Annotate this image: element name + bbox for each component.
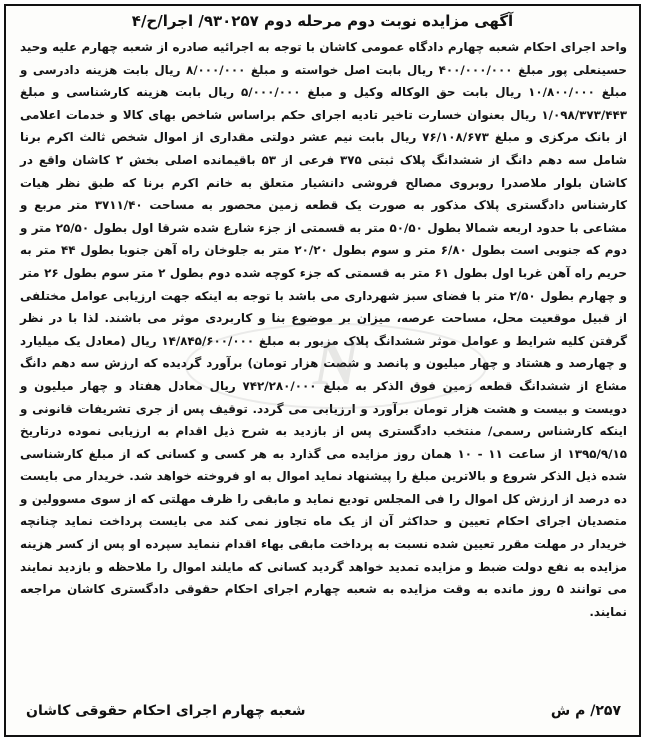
- issuer-signature: شعبه چهارم اجرای احکام حقوقی کاشان: [26, 703, 306, 719]
- notice-title: آگهی مزایده نوبت دوم مرحله دوم ۹۳۰۲۵۷/ اجرا/ح/۴: [131, 12, 514, 30]
- notice-frame: [4, 4, 641, 737]
- notice-body-text: واحد اجرای احکام شعبه چهارم دادگاه عمومی کاشان با توجه به اجرائیه صادره از شعبه چهارم علیه وحید حسینعلی پور مبلغ ۴۰۰/۰۰۰/۰۰۰ ریال بابت اصل خواسته و مبلغ ۸/۰۰۰/۰۰۰ ریال بابت هزینه دادرسی و مبلغ ۱۰/۸۰۰/۰۰۰ ریال بابت حق الوکاله وکیل و مبلغ ۵/۰۰۰/۰۰۰ ریال بابت هزینه کارشناسی و مبلغ ۱/۰۹۸/۳۷۳/۴۴۳ ریال بعنوان خسارت تاخیر تادیه اجرای حکم براساس شاخص بهای کالا و خدمات اعلامی از بانک مرکزی و مبلغ ۷۶/۱۰۸/۶۷۳ ریال بابت نیم عشر دولتی مقداری از اموال شخص ثالث اکرم برنا شامل سه دهم دانگ از ششدانگ پلاک ثبتی ۳۷۵ فرعی از ۵۳ باقیمانده اصلی بخش ۲ کاشان واقع در کاشان بلوار ملاصدرا روبروی مصالح فروشی دانشیار متعلق به خانم اکرم برنا که طبق نظر هیات کارشناس دادگستری پلاک مذکور به صورت یک قطعه زمین محصور به مساحت ۳۷۱۱/۴۰ متر مربع و مشاعی با حدود اربعه شمالا بطول ۵۰/۵۰ متر به قسمتی از جزء شارع شده شرقا اول بطول ۲۵/۵۰ متر و دوم که جنوبی است بطول ۶/۸۰ متر و سوم بطول ۲۰/۲۰ متر به جلوخان راه آهن جنوبا بطول ۴۴ متر به حریم راه آهن غربا اول بطول ۶۱ متر به قسمتی که جزء کوچه شده دوم بطول ۲ متر سوم بطول ۲۶ متر و چهارم بطول ۲/۵۰ متر با فضای سبز شهرداری می باشد با توجه به اینکه جهت ارزیابی عوامل مختلفی از قبیل موقعیت محل، مساحت عرصه، میزان بر موضوع بنا و کاربردی موثر می باشند. لذا با در نظر گرفتن کلیه شرایط و عوامل موثر ششدانگ پلاک مزبور به مبلغ ۱۴/۸۴۵/۶۰۰/۰۰۰ ریال (معادل یک میلیارد و چهارصد و هشتاد و چهار میلیون و پانصد و شصت هزار تومان) برآورد گردیده که ارزش سه دهم دانگ مشاع از ششدانگ قطعه زمین فوق الذکر به مبلغ ۷۴۲/۲۸۰/۰۰۰ ریال معادل هفتاد و چهار میلیون و دویست و بیست و هشت هزار تومان برآورد و ارزیابی می گردد. توقیف پس از جری تشریفات قانونی و اینکه کارشناس رسمی/ منتخب دادگستری پس از بازدید به شرح ذیل اقدام به ارزیابی نموده درتاریخ ۱۳۹۵/۹/۱۵ از ساعت ۱۱ - ۱۰ همان روز مزایده می گذارد به هر کسی و کسانی که از مبلغ کارشناسی شده ذیل الذکر شروع و بالاترین مبلغ را پیشنهاد نماید اموال به او فروخته خواهد شد. خریدار می بایست ده درصد از ارزش کل اموال را فی المجلس تودیع نماید و مابقی را ظرف مهلتی که از سوی مسوولین و متصدیان اجرای احکام تعیین و حداکثر آن از یک ماه تجاوز نمی کند می بایست پرداخت نماید چنانچه خریدار در مهلت مقرر تعیین شده نسبت به پرداخت مابقی بهاء اقدام ننماید سپرده او پس از کسر هزینه مزایده به نفع دولت ضبط و مزایده تمدید خواهد گردید کسانی که مایلند اموال را ملاحظه و بازدید نمایند می توانند ۵ روز مانده به وقت مزایده به شعبه چهارم اجرای احکام حقوقی دادگستری کاشان مراجعه نمایند.: [20, 40, 628, 619]
- notice-footer: [26, 701, 621, 727]
- notice-code: ۲۵۷/ م ش: [550, 703, 621, 719]
- notice-body: [20, 36, 627, 623]
- svg-text:N: N: [312, 327, 360, 398]
